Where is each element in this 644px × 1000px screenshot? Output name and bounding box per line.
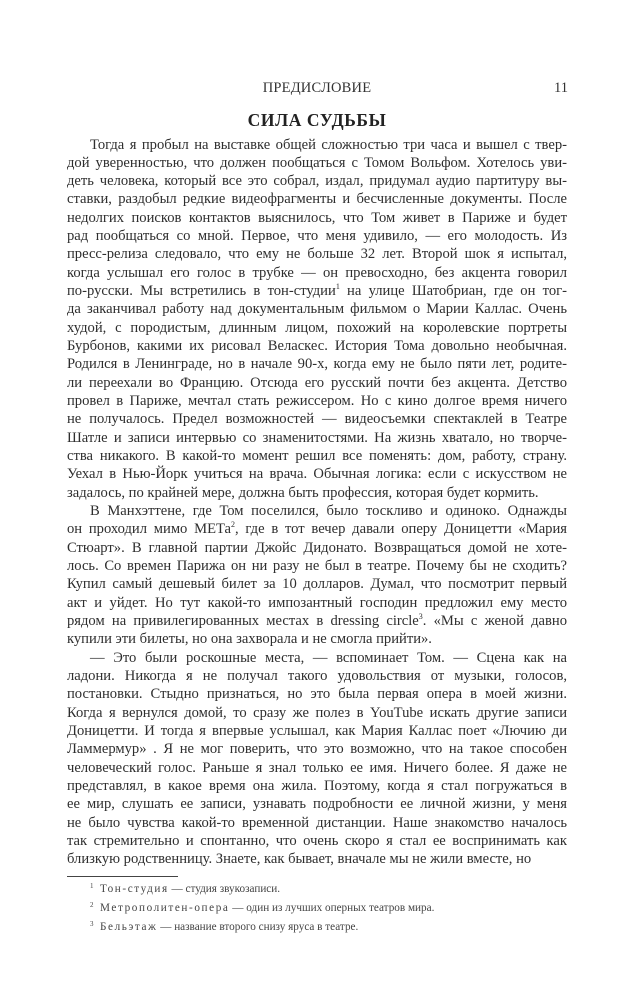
- text-line: ее мир, слушать ее записи, узнавать подробности ее личной жизни, у меня: [67, 796, 567, 813]
- footnotes: [67, 880, 567, 937]
- footnote-number: 1: [90, 882, 94, 890]
- text-line: по-русски. Мы встретились в тон-студии$^1$ на улице Шатобриан, где он тог-: [67, 282, 567, 300]
- chapter-title: СИЛА СУДЬБЫ: [247, 110, 387, 130]
- text-line: В Манхэттене, где Том поселился, было тоскливо и одиноко. Однажды: [90, 503, 567, 520]
- body-text: [67, 136, 567, 869]
- footnote-text: — студия звукозаписи.: [168, 883, 281, 895]
- footnote: [67, 918, 567, 937]
- text-line: Когда я вернулся домой, то сразу же полез в YouTube искать другие записи: [67, 704, 567, 721]
- text-line: провел в Париже, мечтал стать режиссером. Но с кино долгое время ничего: [67, 393, 567, 410]
- text-line: акт и уйдет. Но тут какой-то импозантный господин предложил ему место: [67, 594, 567, 611]
- running-header: [67, 80, 567, 100]
- text-line: человеческий голос. Раньше я знал только ее имя. Ничего более. Я даже не: [67, 759, 567, 776]
- footnote-term: Бельэтаж: [100, 921, 158, 933]
- text-line: Стюарт». В главной партии Джойс Дидонато. Возвращаться домой не хоте-: [67, 539, 567, 556]
- text-line: да заканчивал работу над документальным фильмом о Марии Каллас. Очень: [67, 301, 567, 318]
- running-title: ПРЕДИСЛОВИЕ: [262, 80, 372, 96]
- footnote-ref[interactable]: 3: [418, 612, 423, 622]
- paragraph: [67, 136, 567, 503]
- text-line: Бурбонов, какими их рисовал Веласкес. История Тома довольно необычная.: [67, 338, 567, 355]
- footnote-text: — один из лучших оперных театров мира.: [229, 902, 435, 914]
- paragraph: [67, 649, 567, 869]
- text-line: ладони. Никогда я не получал такого удовольствия от музыки, голосов,: [67, 668, 567, 685]
- text-line: Доницетти. И тогда я впервые услышал, как Мария Каллас поет «Лючию ди: [67, 723, 567, 739]
- text-line: рад пообщаться со мной. Первое, что меня удивило, — его молодость. Из: [67, 228, 567, 245]
- text-line: он проходил мимо МЕТа$^2$, где в тот вечер давали оперу Доницетти «Мария: [67, 520, 567, 538]
- text-line: лось. Со времен Парижа он ни разу не был в театре. Почему бы не сходить?: [67, 558, 567, 575]
- text-line: ли переехали во Францию. Отсюда его русский почти без акцента. Детство: [67, 374, 567, 391]
- text-line: деть человека, который все это собрал, издал, придумал аудио партитуру вы-: [67, 173, 567, 190]
- page-number: 11: [554, 80, 568, 96]
- footnote-text: — название второго снизу яруса в театре.: [157, 921, 359, 933]
- text-line: ства никакого. В какой-то момент решил все поменять: дом, работу, страну.: [67, 448, 567, 465]
- text-line: — Это были роскошные места, — вспоминает Том. — Сцена как на: [90, 649, 567, 666]
- text-line: представлял, в какое время она жила. Поэтому, когда я стал погружаться в: [67, 777, 567, 794]
- text-line: так стремительно и спонтанно, что очень скоро я стал ее воспринимать как: [67, 832, 567, 849]
- footnote-term: Метрополитен-опера: [100, 902, 230, 914]
- footnote-number: 2: [90, 901, 94, 909]
- text-line: когда услышал его голос в трубке — он превосходно, без акцента говорил: [67, 264, 567, 281]
- footnote-divider: [67, 876, 178, 877]
- text-line: не было чувства какой-то временной дистанции. Наше знакомство началось: [67, 814, 567, 831]
- footnote-ref[interactable]: 1: [335, 282, 340, 292]
- footnote: [67, 899, 567, 918]
- text-line: задалось, по крайней мере, должна быть профессия, которая будет кормить.: [67, 484, 539, 501]
- footnote-number: 3: [90, 920, 94, 928]
- text-line: пресс-релиза следовало, что ему не больше 32 лет. Второй шок я испытал,: [67, 246, 567, 263]
- text-line: рядом на привилегированных местах в dressing circle$^3$. «Мы с женой давно: [67, 612, 567, 630]
- text-line: Уехал в Нью-Йорк учиться на врача. Обычная логика: если с искусством не: [67, 466, 567, 483]
- footnote-term: Тон-студия: [100, 883, 169, 895]
- footnote-ref[interactable]: 2: [231, 520, 236, 530]
- paragraph: [67, 502, 567, 649]
- text-line: купили эти билеты, но она захворала и не смогла прийти».: [67, 631, 432, 648]
- text-line: Шатле и записи интервью со знаменитостями. На жизнь хватало, но творче-: [67, 429, 567, 446]
- footnote: [67, 880, 567, 899]
- text-line: худой, с породистым, длинным лицом, похожий на королевские портреты: [67, 319, 567, 336]
- text-line: не получалось. Предел возможностей — видеосъемки спектаклей в Театре: [67, 411, 567, 428]
- text-line: Купил самый дешевый билет за 10 долларов. Думал, что посмотрит первый: [67, 576, 567, 593]
- text-line: Ламмермур» . Я не мог поверить, что это возможно, что на такое способен: [67, 741, 567, 758]
- text-line: близкую родственницу. Знаете, как бывает, вначале мы не жили вместе, но: [67, 851, 532, 868]
- text-line: постановки. Стыдно признаться, но это была первая опера в моей жизни.: [67, 686, 567, 703]
- text-line: недолгих поисков контактов выяснилось, что Том живет в Париже и будет: [67, 209, 567, 226]
- text-line: ставки, раздобыл редкие видеофрагменты и бесчисленные документы. После: [67, 191, 567, 208]
- text-line: дой уверенностью, что должен пообщаться с Томом Вольфом. Хотелось уви-: [67, 154, 567, 171]
- text-line: Тогда я пробыл на выставке общей сложностью три часа и вышел с твер-: [90, 136, 567, 153]
- text-line: Родился в Ленинграде, но в начале 90-х, когда ему не было пяти лет, родите-: [67, 356, 567, 373]
